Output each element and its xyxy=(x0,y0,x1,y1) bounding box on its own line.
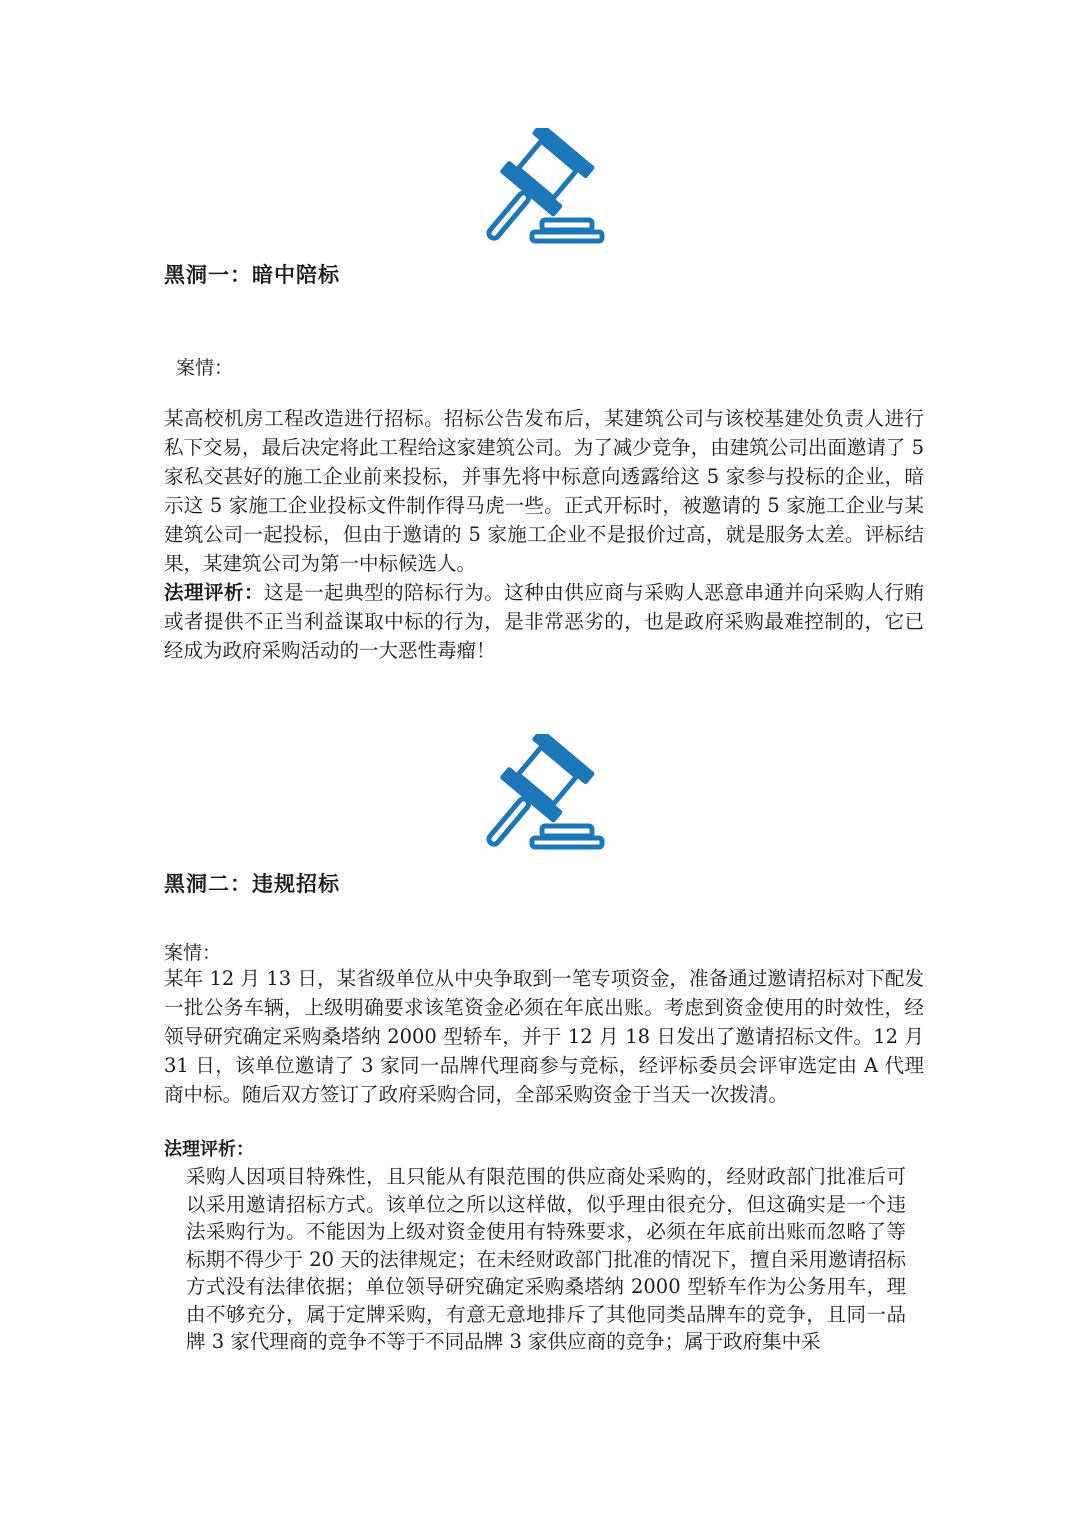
section2-case-label: 案情： xyxy=(164,942,222,964)
section1-case-text: 某高校机房工程改造进行招标。招标公告发布后，某建筑公司与该校基建处负责人进行私下交易，最后决定将此工程给这家建筑公司。为了减少竞争，由建筑公司出面邀请了 5 家私交甚好的施工企业前来投标，并事先将中标意向透露给这 5 家参与投标的企业，暗示这 5 家施工企业投标文件制作得马虎一些。正式开标时，被邀请的 5 家施工企业与某建筑公司一起投标，但由于邀请的 5 家施工企业不是报价过高，就是服务太差。评标结果，某建筑公司为第一中标候选人。 xyxy=(164,407,924,575)
section2-analysis-text: 采购人因项目特殊性，且只能从有限范围的供应商处采购的，经财政部门批准后可以采用邀请招标方式。该单位之所以这样做，似乎理由很充分，但这确实是一个违法采购行为。不能因为上级对资金使用有特殊要求，必须在年底前出账而忽略了等标期不得少于 20 天的法律规定；在未经财政部门批准的情况下，擅自采用邀请招标方式没有法律依据；单位领导研究确定采购桑塔纳 2000 型轿车作为公务用车，理由不够充分，属于定牌采购，有意无意地排斥了其他同类品牌车的竞争，且同一品牌 3 家代理商的竞争不等于不同品牌 3 家供应商的竞争；属于政府集中采 xyxy=(186,1165,906,1353)
section2-title: 黑洞二：违规招标 xyxy=(164,872,340,896)
section1-analysis-label: 法理评析： xyxy=(164,581,265,604)
section1-body xyxy=(164,404,924,665)
section1-title: 黑洞一：暗中陪标 xyxy=(164,263,340,287)
section1-analysis-text: 这是一起典型的陪标行为。这种由供应商与采购人恶意串通并向采购人行贿或者提供不正当利益谋取中标的行为，是非常恶劣的，也是政府采购最难控制的，它已经成为政府采购活动的一大恶性毒瘤！ xyxy=(164,581,924,662)
gavel-icon xyxy=(470,734,610,854)
gavel-icon xyxy=(470,128,610,248)
section1-case-label: 案情： xyxy=(176,357,234,379)
section2-analysis-label: 法理评析： xyxy=(164,1139,254,1160)
section2-case-text: 某年 12 月 13 日，某省级单位从中央争取到一笔专项资金，准备通过邀请招标对下配发一批公务车辆，上级明确要求该笔资金必须在年底出账。考虑到资金使用的时效性，经领导研究确定采购桑塔纳 2000 型轿车，并于 12 月 18 日发出了邀请招标文件。12 月 31 日，该单位邀请了 3 家同一品牌代理商参与竞标，经评标委员会评审选定由 A 代理商中标。随后双方签订了政府采购合同，全部采购资金于当天一次拨清。 xyxy=(164,967,924,1106)
